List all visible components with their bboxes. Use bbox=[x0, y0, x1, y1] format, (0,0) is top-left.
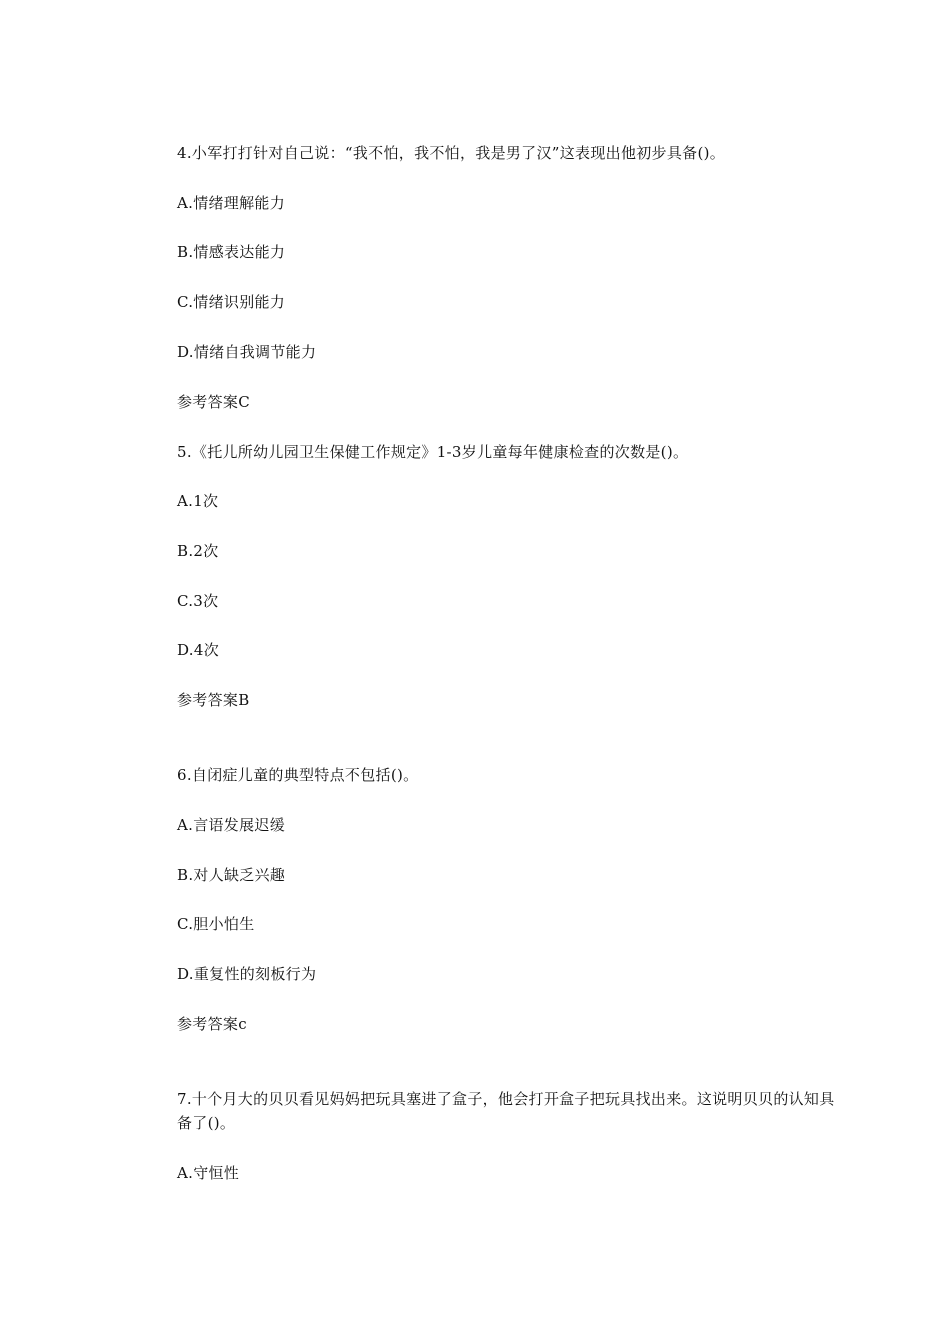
question-5-option-b: B.2次 bbox=[177, 542, 219, 560]
question-4-option-d: D.情绪自我调节能力 bbox=[177, 343, 317, 361]
question-5-option-a: A.1次 bbox=[177, 492, 219, 510]
question-5-option-c: C.3次 bbox=[177, 592, 219, 610]
question-5-answer: 参考答案B bbox=[177, 691, 250, 709]
question-4-answer: 参考答案C bbox=[177, 393, 250, 411]
question-5-stem: 5.《托儿所幼儿园卫生保健工作规定》1-3岁儿童每年健康检查的次数是()。 bbox=[177, 443, 689, 461]
question-6-stem: 6.自闭症儿童的典型特点不包括()。 bbox=[177, 766, 419, 784]
question-6-option-b: B.对人缺乏兴趣 bbox=[177, 866, 286, 884]
question-6-option-a: A.言语发展迟缓 bbox=[177, 816, 286, 834]
question-7-stem: 7.十个月大的贝贝看见妈妈把玩具塞进了盒子，他会打开盒子把玩具找出来。这说明贝贝的认知具备了()。 bbox=[177, 1090, 835, 1132]
question-4-stem: 4.小军打打针对自己说：“我不怕，我不怕，我是男了汉”这表现出他初步具备()。 bbox=[177, 144, 726, 162]
question-7-option-a: A.守恒性 bbox=[177, 1164, 240, 1182]
question-4-option-a: A.情绪理解能力 bbox=[177, 194, 286, 212]
question-6-option-c: C.胆小怕生 bbox=[177, 915, 255, 933]
question-5-option-d: D.4次 bbox=[177, 641, 220, 659]
question-6-option-d: D.重复性的刻板行为 bbox=[177, 965, 317, 983]
question-4-option-c: C.情绪识别能力 bbox=[177, 293, 286, 311]
question-6-answer: 参考答案c bbox=[177, 1015, 247, 1033]
question-4-option-b: B.情感表达能力 bbox=[177, 243, 286, 261]
